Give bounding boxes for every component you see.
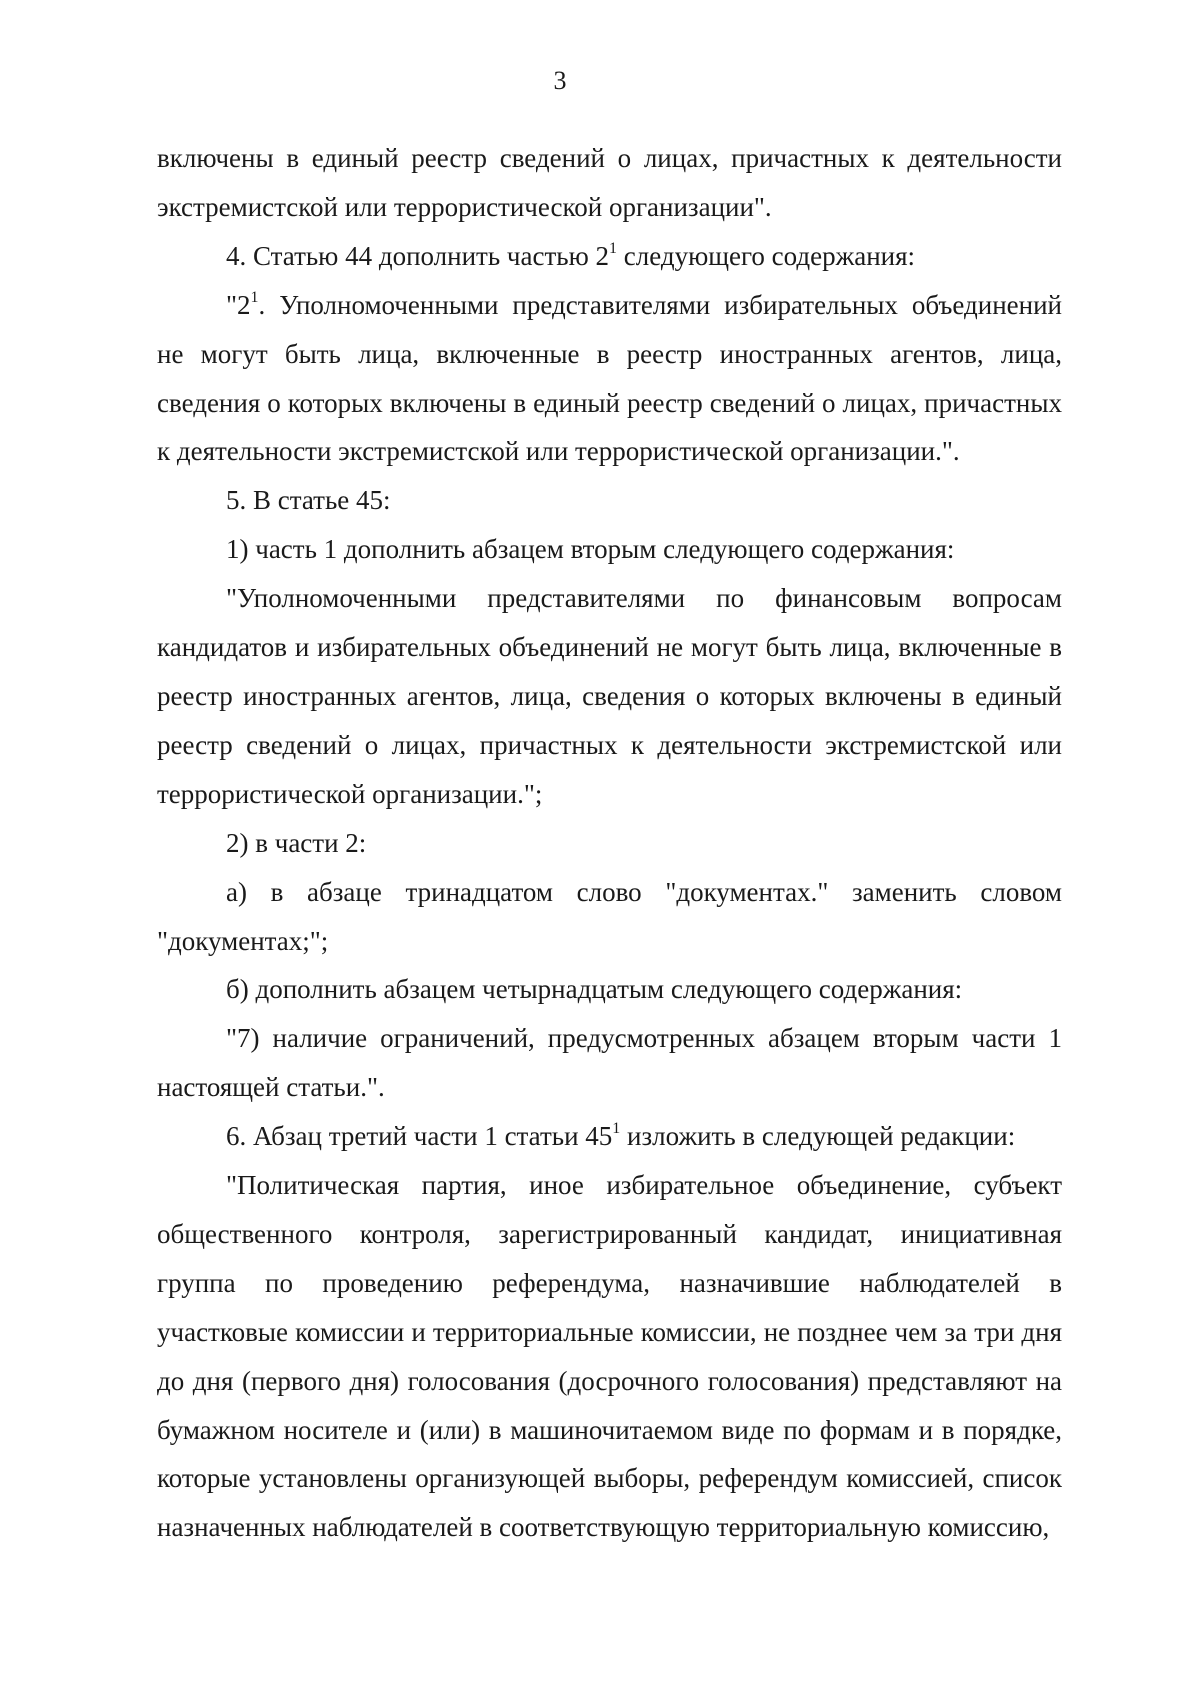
- paragraph-item-5: 5. В статье 45:: [226, 485, 391, 516]
- paragraph-subitem-b-quote: "7) наличие ограничений, предусмотренных абзацем вторым части 1 настоящей статьи.".: [157, 1023, 1062, 1103]
- paragraph-quote-start: "2: [226, 289, 251, 320]
- paragraph-item-6: [157, 1112, 1062, 1161]
- superscript: 1: [609, 239, 617, 257]
- paragraph-subitem-b: б) дополнить абзацем четырнадцатым следующего содержания:: [226, 974, 963, 1005]
- paragraph-item-4-text: 4. Статью 44 дополнить частью 2: [226, 240, 609, 271]
- paragraph-quote-text: . Уполномоченными представителями избирательных объединений не могут быть лица, включенные в реестр иностранных агентов, лица, сведения о которых включены в единый реестр сведений о лицах, причастных к деятельности экстремистской или террористической организации.".: [157, 289, 1062, 467]
- paragraph-subitem-1-quote: "Уполномоченными представителями по финансовым вопросам кандидатов и избирательных объединений не могут быть лица, включенные в реестр иностранных агентов, лица, сведения о которых включены в единый реестр сведений о лицах, причастных к деятельности экстремистской или террористической организации.";: [157, 583, 1062, 809]
- paragraph-item-6-quote: "Политическая партия, иное избирательное объединение, субъект общественного контроля, зарегистрированный кандидат, инициативная группа по проведению референдума, назначившие наблюдателей в участковые комиссии и территориальные комиссии, не позднее чем за три дня до дня (первого дня) голосования (досрочного голосования) представляют на бумажном носителе и (или) в машиночитаемом виде по формам и в порядке, которые установлены организующей выборы, референдум комиссией, список назначенных наблюдателей в соответствующую территориальную комиссию,: [157, 1170, 1062, 1543]
- superscript: 1: [250, 288, 259, 306]
- page-number: 3: [553, 66, 567, 95]
- paragraph-subitem-a: а) в абзаце тринадцатом слово "документах." заменить словом "документах;";: [157, 876, 1062, 956]
- paragraph-item-4-text-end: следующего содержания:: [617, 240, 916, 271]
- paragraph-item-6-text-end: изложить в следующей редакции:: [620, 1121, 1016, 1152]
- superscript: 1: [612, 1120, 621, 1138]
- document-body: [157, 134, 1062, 1552]
- paragraph-item-6-text: 6. Абзац третий части 1 статьи 45: [226, 1121, 613, 1152]
- paragraph-subitem-1: 1) часть 1 дополнить абзацем вторым следующего содержания:: [226, 534, 955, 565]
- paragraph-subitem-2: 2) в части 2:: [226, 827, 367, 858]
- paragraph-item-4: [157, 232, 1062, 281]
- paragraph-part-2-1-quote: [157, 281, 1062, 477]
- paragraph-continuation: включены в единый реестр сведений о лицах, причастных к деятельности экстремистской или террористической организации".: [157, 143, 1062, 222]
